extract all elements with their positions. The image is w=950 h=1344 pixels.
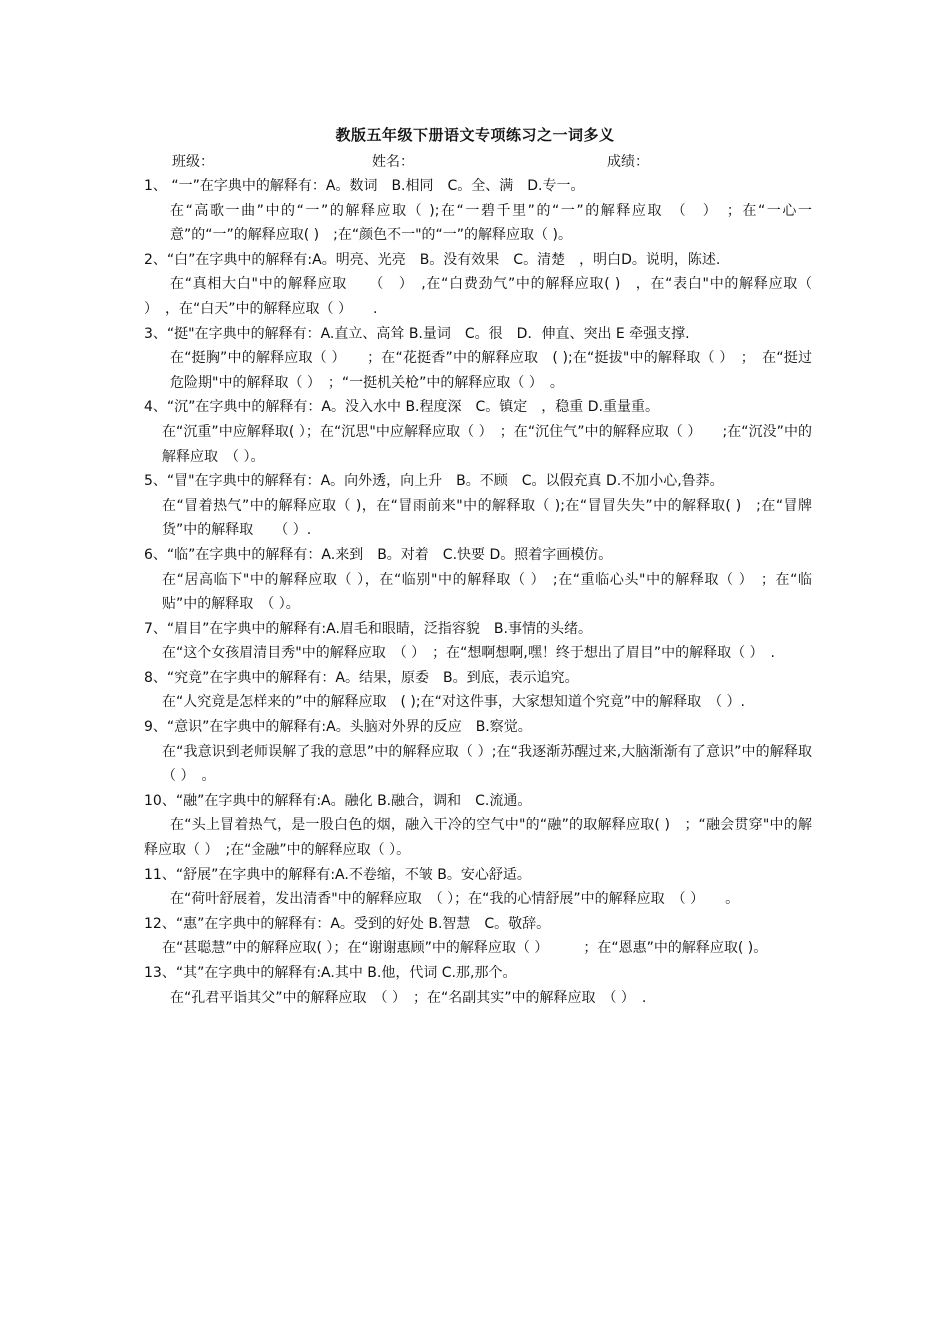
question-9-definition: 9、“意识”在字典中的解释有:A。头脑对外界的反应 B.察觉。 (144, 719, 532, 736)
question-7-definition: 7、“眉目”在字典中的解释有:A.眉毛和眼睛，泛指容貌 B.事情的头绪。 (144, 620, 592, 637)
question-3-definition: 3、“挺"在字典中的解释有：A.直立、高耸 B.量词 C。很 D．伸直、突出 E 牵强支撑. (144, 325, 690, 342)
question-6-definition: 6、“临”在字典中的解释有：A.来到 B。对着 C.快要 D。照着字画模仿。 (144, 546, 613, 563)
question-6 (144, 543, 812, 617)
question-8-exercise: 在“人究竟是怎样来的”中的解释应取 ( );在“对这件事，大家想知道个究竟”中的解释取 （ ）. (162, 694, 746, 711)
question-1-definition: 1、 “一”在字典中的解释有：A。数词 B.相同 C。全、满 D.专一。 (144, 178, 585, 194)
question-12 (144, 912, 812, 961)
class-label: 班级： (172, 154, 214, 170)
question-13 (144, 961, 812, 1010)
question-6-exercise: 在“居高临下"中的解释应取（ ），在“临别"中的解释取（ ） ;在“重临心头"中的解释取（ ） ；在“临贴”中的解释取 （ ）。 (162, 571, 812, 613)
question-11-exercise: 在“荷叶舒展着，发出清香"中的解释应取 （ ）；在“我的心情舒展”中的解释应取 （ ） 。 (170, 891, 740, 908)
question-13-exercise: 在“孔君平诣其父”中的解释应取 （ ） ；在“名副其实”中的解释应取 （ ） . (170, 989, 647, 1006)
question-10-exercise: 在“头上冒着热气，是一股白色的烟，融入干冷的空气中"的“融”的取解释应取( ) ；“融会贯穿"中的解释应取（ ） ;在“金融”中的解释应取（ ）。 (144, 817, 812, 859)
score-label: 成绩： (607, 154, 649, 170)
question-4 (144, 395, 812, 469)
question-1 (144, 174, 812, 248)
question-12-exercise: 在“甚聪慧”中的解释应取( ）；在“谢谢惠顾”中的解释应取（ ） ；在“恩惠”中的解释应取( )。 (162, 940, 768, 957)
question-13-definition: 13、“其”在字典中的解释有:A.其中 B.他，代词 C.那,那个。 (144, 965, 517, 981)
question-7 (144, 617, 812, 666)
question-8 (144, 666, 812, 715)
question-4-definition: 4、“沉”在字典中的解释有：A。没入水中 B.程度深 C。镇定 ，稳重 D.重量重。 (144, 399, 659, 416)
question-3-exercise: 在“挺胸”中的解释应取（ ） ；在“花挺香”中的解释应取 ( );在“挺拔"中的解释取（ ） ； 在“挺过危险期"中的解释取（ ） ；“一挺机关枪”中的解释应取（ ） 。 (170, 350, 812, 391)
question-11-definition: 11、“舒展”在字典中的解释有:A.不卷缩，不皱 B。安心舒适。 (144, 866, 531, 883)
question-3 (144, 322, 812, 396)
question-9 (144, 715, 826, 789)
page-title: 教版五年级下册语文专项练习之一词多义 (335, 126, 615, 144)
question-12-definition: 12、“惠”在字典中的解释有：A。受到的好处 B.智慧 C。敬辞。 (144, 915, 551, 932)
question-2-exercise: 在“真相大白"中的解释应取 （ ） ,在“白费劲气”中的解释应取( ) ，在“表白"中的解释应取（ ） ，在“白天”中的解释应取（ ） . (144, 276, 812, 317)
question-2-definition: 2、“白”在字典中的解释有:A。明亮、光亮 B。没有效果 C。清楚 ，明白D。说明，陈述. (144, 251, 721, 268)
question-5-exercise: 在“冒着热气”中的解释应取（ )，在“冒雨前来"中的解释取（ );在“冒冒失失”中的解释取( ) ;在“冒牌货”中的解释取 （ ）. (162, 497, 812, 539)
question-10-definition: 10、“融”在字典中的解释有:A。融化 B.融合，调和 C.流通。 (144, 792, 532, 809)
question-7-exercise: 在“这个女孩眉清目秀"中的解释应取 （ ） ；在“想啊想啊,嘿！终于想出了眉目”中的解释取（ ） . (162, 645, 775, 662)
question-1-exercise: 在“高歌一曲”中的“一”的解释应取（ );在“一碧千里”的“一”的解释应取 （ ） ；在“一心一意”的“一”的解释应取( ) ;在“颜色不一"的“一”的解释应取（ )。 (170, 202, 812, 244)
question-10 (144, 789, 812, 863)
question-list (144, 174, 826, 1010)
question-2 (144, 248, 812, 322)
question-5-definition: 5、“冒"在字典中的解释有：A。向外透，向上升 B。不顾 C。以假充真 D.不加小心,鲁莽。 (144, 473, 724, 490)
question-9-exercise: 在“我意识到老师误解了我的意思”中的解释应取（ ）;在“我逐渐苏醒过来,大脑渐渐有了意识”中的解释取 （ ） 。 (162, 743, 826, 785)
student-info-row (0, 151, 950, 173)
question-11 (144, 863, 812, 912)
question-8-definition: 8、“究竟”在字典中的解释有：A。结果，原委 B。到底，表示追究。 (144, 669, 579, 686)
name-label: 姓名： (372, 154, 414, 170)
question-4-exercise: 在“沉重”中应解释取( ）；在“沉思"中应解释应取（ ） ；在“沉住气”中的解释应取（ ） ;在“沉没”中的解释应取 （ ）。 (162, 423, 812, 465)
question-5 (144, 469, 812, 543)
